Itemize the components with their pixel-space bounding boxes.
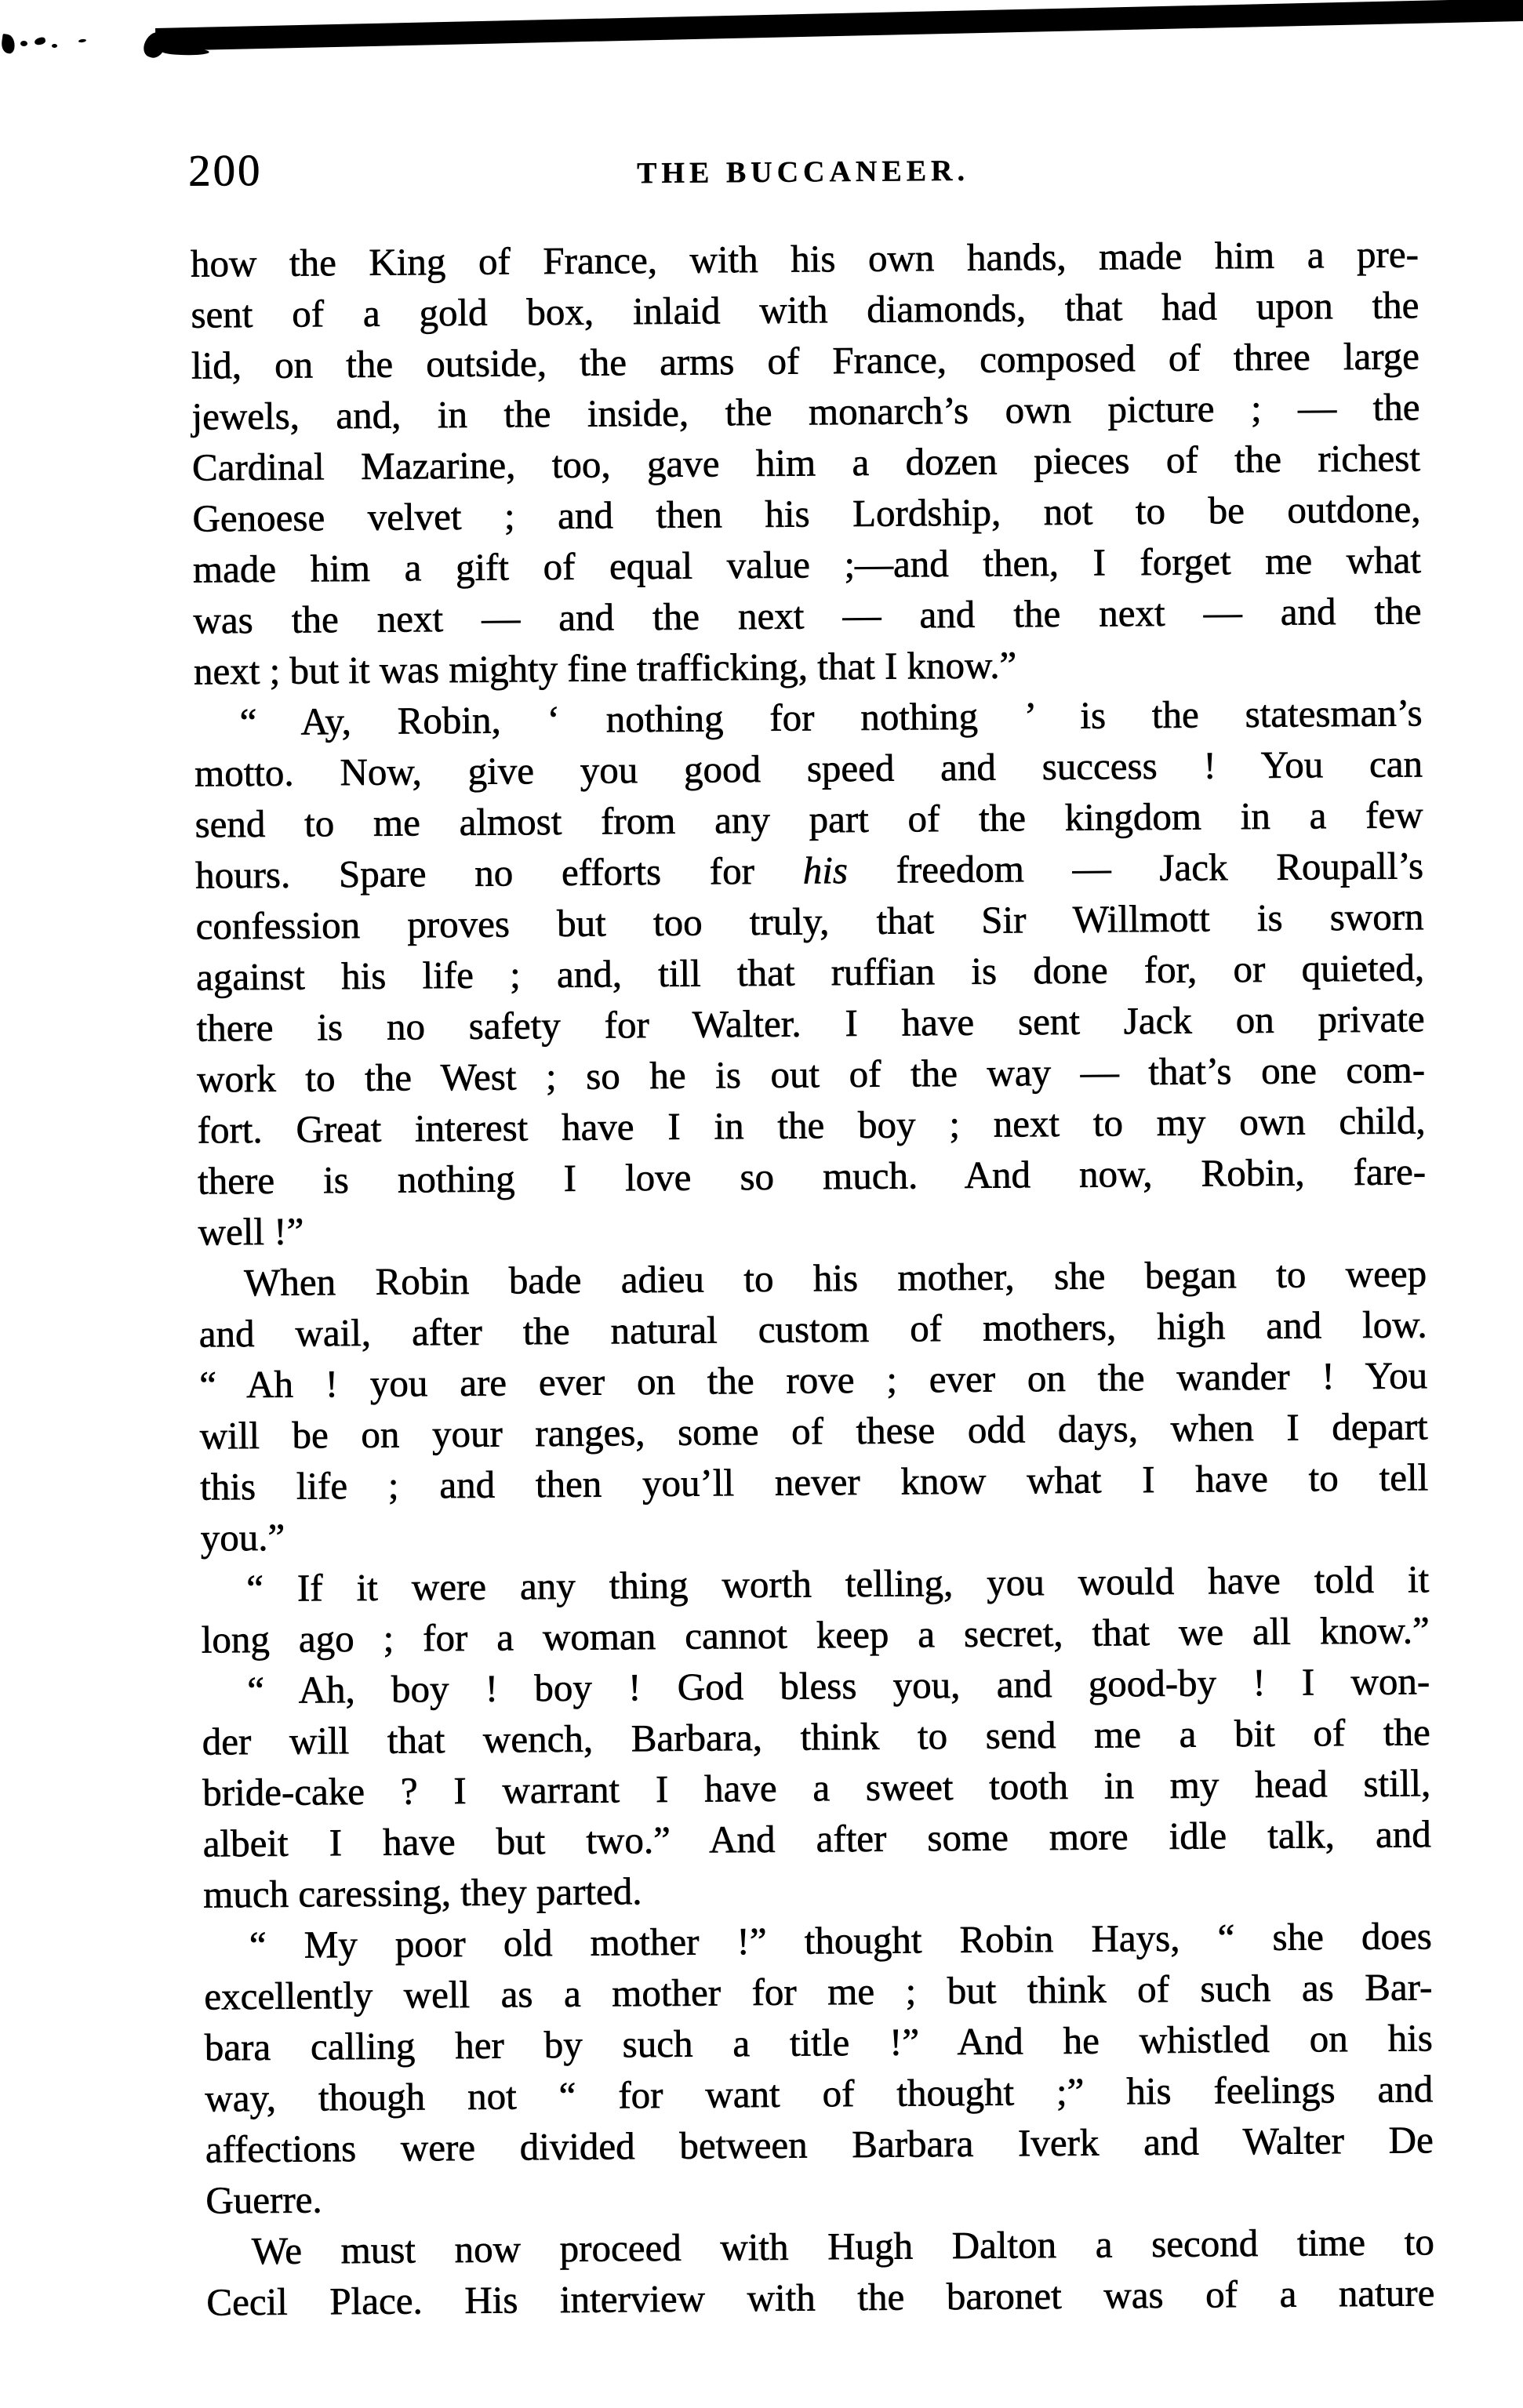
text-line: motto. Now, give you good speed and success ! You can (194, 742, 1423, 795)
page-header (187, 0, 1418, 209)
text-line: When Robin bade adieu to his mother, she began to weep (243, 1251, 1427, 1305)
text-line: there is no safety for Walter. I have sent Jack on private (196, 997, 1425, 1050)
text-line: next ; but it was mighty fine trafficking, that I know.” (193, 643, 1017, 693)
text-line: lid, on the outside, the arms of France, composed of three large (191, 334, 1420, 387)
text-line: send to me almost from any part of the kingdom in a few (194, 793, 1423, 846)
text-line: “ Ah, boy ! boy ! God bless you, and good-by ! I won- (247, 1659, 1430, 1712)
text-line: “ My poor old mother !” thought Robin Hays, “ she does (249, 1914, 1432, 1967)
text-line: well !” (198, 1209, 304, 1254)
text-line: der will that wench, Barbara, think to send me a bit of the (202, 1710, 1430, 1763)
text-line: sent of a gold box, inlaid with diamonds, that had upon the (191, 283, 1419, 336)
text-line: “ Ay, Robin, ‘ nothing for nothing ’ is the statesman’s (239, 691, 1423, 744)
text-line: Genoese velvet ; and then his Lordship, not to be outdone, (192, 487, 1421, 540)
text-line: was the next — and the next — and the next — and the (193, 589, 1422, 642)
text-line: made him a gift of equal value ;—and then, I forget me what (192, 538, 1422, 591)
text-line: jewels, and, in the inside, the monarch’s own picture ; — the (191, 385, 1420, 438)
text-line: long ago ; for a woman cannot keep a secret, that we all know.” (201, 1608, 1430, 1662)
text-line: there is nothing I love so much. And now, Robin, fare- (197, 1150, 1427, 1203)
text-line: and wail, after the natural custom of mothers, high and low. (198, 1302, 1427, 1356)
text-line: Cardinal Mazarine, too, gave him a dozen pieces of the richest (191, 436, 1421, 489)
text-line: hours. Spare no efforts for his freedom — Jack Roupall’s (194, 844, 1424, 897)
text-line: this life ; and then you’ll never know what I have to tell (200, 1455, 1429, 1509)
text-line: We must now proceed with Hugh Dalton a second time to (251, 2220, 1435, 2273)
text-line: will be on your ranges, some of these odd days, when I depart (199, 1404, 1428, 1458)
text-line: against his life ; and, till that ruffian is done for, or quieted, (195, 946, 1425, 999)
running-title: THE BUCCANEER. (636, 154, 970, 191)
body-text (191, 228, 1435, 2327)
text-line: “ If it were any thing worth telling, you would have told it (246, 1557, 1430, 1611)
text-line: way, though not “ for want of thought ;” his feelings and (205, 2067, 1434, 2120)
text-line: bride-cake ? I warrant I have a sweet tooth in my head still, (202, 1761, 1431, 1814)
text-line: Cecil Place. His interview with the baronet was of a nature (206, 2271, 1435, 2324)
text-line: bara calling her by such a title !” And he whistled on his (204, 2016, 1434, 2069)
text-line: excellently well as a mother for me ; but think of such as Bar- (204, 1965, 1433, 2018)
text-line: confession proves but too truly, that Sir Willmott is sworn (195, 895, 1424, 948)
text-line: “ Ah ! you are ever on the rove ; ever on the wander ! You (198, 1353, 1428, 1407)
text-line: you.” (200, 1515, 285, 1560)
text-line: work to the West ; so he is out of the way — that’s one com- (196, 1048, 1426, 1101)
text-line: albeit I have but two.” And after some more idle talk, and (202, 1812, 1431, 1865)
text-line: how the King of France, with his own hands, made him a pre- (190, 232, 1419, 285)
text-line: affections were divided between Barbara Iverk and Walter De (205, 2118, 1434, 2171)
text-line: Guerre. (205, 2177, 322, 2222)
text-line: fort. Great interest have I in the boy ; next to my own child, (197, 1099, 1426, 1152)
text-line: much caressing, they parted. (203, 1869, 642, 1916)
page-number: 200 (187, 145, 263, 196)
